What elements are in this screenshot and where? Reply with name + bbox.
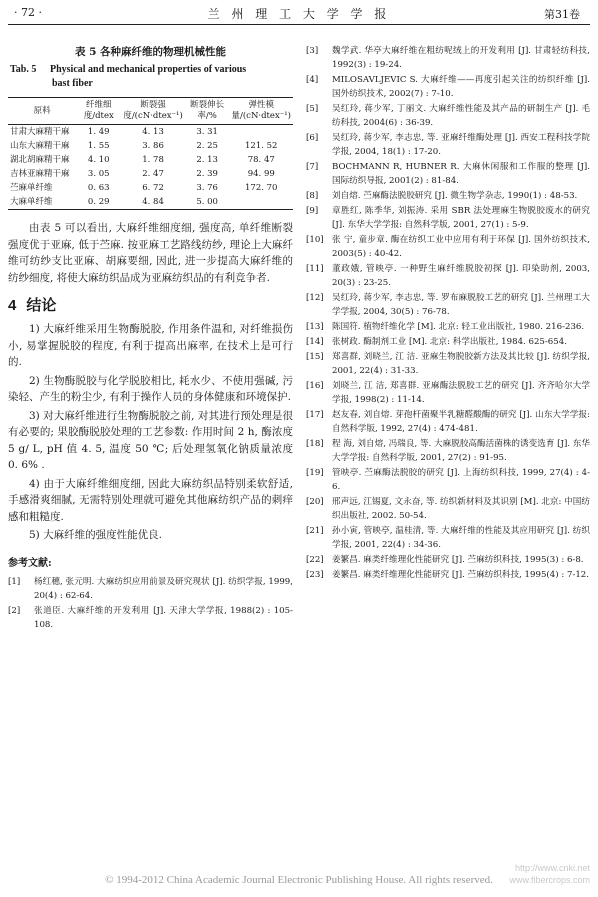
reference-number: [16] xyxy=(306,381,324,391)
reference-text: 姜繁昌. 麻类纤维理化性能研究 [J]. 苎麻纺织科技, 1995(3) : 6-8. xyxy=(332,555,584,565)
value-cell: 2. 25 xyxy=(196,141,218,151)
reference-number: [18] xyxy=(306,439,324,449)
reference-number: [7] xyxy=(306,162,319,172)
reference-item xyxy=(306,320,590,334)
discussion-paragraph: 由表 5 可以看出, 大麻纤维细度细, 强度高, 单纤维断裂强度优于亚麻, 低于苎麻. 按亚麻工艺路线纺纱, 理论上大麻纤维可纺纱支比亚麻、胡麻要细, 因此, 进一步提高大麻纤维的纺纱细度, 将使大麻纺织品成为亚麻纺织品的有利竞争者. xyxy=(8,222,293,284)
reference-item xyxy=(306,335,590,349)
volume-label: 第31卷 xyxy=(544,8,580,21)
table-row xyxy=(8,167,293,181)
column-header: 弹性模量/(cN·dtex⁻¹) xyxy=(230,98,294,125)
value-cell: 3. 05 xyxy=(87,169,110,179)
table-row xyxy=(8,181,293,195)
reference-number: [22] xyxy=(306,555,324,565)
reference-number: [21] xyxy=(306,526,324,536)
conclusion-item: 3) 对大麻纤维进行生物酶脱胶之前, 对其进行预处理是很有必要的; 果胶酶脱胶处理的工艺参数: 作用时间 2 h, 酶浓度 5 g/ L, pH 值 4. 5, 温度 50 ℃; 后处理氢氧化钠质量浓度 0. 6% . xyxy=(8,409,293,471)
reference-item xyxy=(306,204,590,232)
reference-text: 杨红穗, 张元明. 大麻纺织应用前景及研究现状 [J]. 纺织学报, 1999, 20(4) : 62-64. xyxy=(34,576,293,601)
reference-number: [13] xyxy=(306,322,324,332)
conclusion-list xyxy=(8,321,293,544)
conclusion-item: 4) 由于大麻纤维细度细, 因此大麻纺织品特别柔软舒适, 手感滑爽细腻, 无需特别处理就可避免其他麻纺织产品的刺痒感和粗糙度. xyxy=(8,477,293,523)
reference-list-left xyxy=(8,575,293,632)
value-cell: 1. 78 xyxy=(142,155,164,165)
reference-text: 孙小寅, 管映亭, 温桂清, 等. 大麻纤维的性能及其应用研究 [J]. 纺织学报, 2001, 22(4) : 34-36. xyxy=(332,526,590,550)
value-cell: 3. 76 xyxy=(196,183,218,193)
reference-number: [11] xyxy=(306,264,324,274)
table-caption-en-line2: bast fiber xyxy=(52,78,93,89)
fiber-name-cell: 山东大麻精干麻 xyxy=(10,141,70,151)
table-row xyxy=(8,139,293,153)
reference-number: [14] xyxy=(306,337,324,347)
table-caption-en xyxy=(8,63,293,91)
conclusion-item: 1) 大麻纤维采用生物酶脱胶, 作用条件温和, 对纤维损伤小, 易掌握脱胶的程度, 有利于提高出麻率, 在技术上是可行的. xyxy=(8,323,293,368)
reference-text: BOCHMANN R, HUBNER R. 大麻休闲服和工作服的整理 [J]. 国际纺织导报, 2001(2) : 81-84. xyxy=(332,162,590,186)
reference-text: 程 海, 刘自熔, 冯瑞良, 等. 大麻脱胶高酶活菌株的诱变选育 [J]. 东华大学学报: 自然科学版, 2001, 27(2) : 91-95. xyxy=(332,439,590,463)
reference-item xyxy=(306,131,590,159)
reference-text: 管映亭. 苎麻酶法脱胶的研究 [J]. 上海纺织科技, 1999, 27(4) : 4-6. xyxy=(332,468,590,492)
reference-number: [17] xyxy=(306,410,324,420)
reference-item xyxy=(306,189,590,203)
reference-text: 姜繁昌. 麻类纤维理化性能研究 [J]. 苎麻纺织科技, 1995(4) : 7-12. xyxy=(332,570,589,580)
reference-number: [9] xyxy=(306,206,319,216)
reference-text: 邢声远, 江锡夏, 文永奋, 等. 纺织新材料及其识别 [M]. 北京: 中国纺织出版社, 2002. 50-54. xyxy=(332,497,590,521)
section-heading xyxy=(8,294,293,315)
fiber-name-cell: 大麻单纤维 xyxy=(8,195,76,210)
value-cell: 2. 13 xyxy=(196,155,218,165)
watermark-url-1: http://www.cnki.net xyxy=(514,863,590,873)
reference-item xyxy=(306,568,590,582)
reference-number: [23] xyxy=(306,570,324,580)
reference-item xyxy=(306,73,590,101)
column-header: 纤维细度/dtex xyxy=(76,98,121,125)
reference-number: [10] xyxy=(306,235,324,245)
reference-item xyxy=(306,350,590,378)
references-title: 参考文献: xyxy=(8,557,52,569)
fiber-name-cell: 湖北胡麻精干麻 xyxy=(10,155,70,165)
reference-number: [12] xyxy=(306,293,324,303)
value-cell: 172. 70 xyxy=(245,183,278,193)
value-cell: 0. 29 xyxy=(76,195,121,210)
table-caption-cn: 表 5 各种麻纤维的物理机械性能 xyxy=(74,46,227,58)
reference-number: [1] xyxy=(8,576,21,587)
value-cell: 78. 47 xyxy=(247,155,275,165)
reference-number: [3] xyxy=(306,46,319,56)
reference-text: 张 宁, 童步章. 酶在纺织工业中应用有利于环保 [J]. 国外纺织技术, 2003(5) : 40-42. xyxy=(332,235,590,259)
table-caption-en-line1: Physical and mechanical properties of various xyxy=(50,64,247,75)
value-cell: 3. 86 xyxy=(142,141,164,151)
reference-item xyxy=(306,44,590,72)
reference-item xyxy=(306,291,590,319)
column-header: 断裂强度/(cN·dtex⁻¹) xyxy=(121,98,184,125)
reference-item xyxy=(306,262,590,290)
reference-number: [5] xyxy=(306,104,319,114)
journal-name: 兰 州 理 工 大 学 学 报 xyxy=(207,7,391,21)
reference-item xyxy=(306,553,590,567)
reference-text: 刘晓兰, 江 洁, 郑喜群. 亚麻酶法脱胶工艺的研究 [J]. 齐齐哈尔大学学报, 1998(2) : 11-14. xyxy=(332,381,590,405)
table-header-row xyxy=(8,98,293,125)
reference-item xyxy=(306,233,590,261)
reference-number: [15] xyxy=(306,352,324,362)
reference-item xyxy=(306,408,590,436)
value-cell: 121. 52 xyxy=(245,141,278,151)
reference-text: 吴红玲, 蒋少军, 李志忠, 等. 亚麻纤维酶处理 [J]. 西安工程科技学院学报, 2004, 18(1) : 17-20. xyxy=(332,133,590,157)
page-number: · 72 · xyxy=(14,6,42,19)
value-cell: 4. 10 xyxy=(87,155,110,165)
reference-text: 魏学武. 华亭大麻纤维在粗纺呢绒上的开发利用 [J]. 甘肃轻纺科技, 1992(3) : 19-24. xyxy=(332,46,590,70)
reference-item xyxy=(306,466,590,494)
reference-text: MILOSAVLJEVIC S. 大麻纤维——再度引起关注的纺织纤维 [J]. 国外纺织技术, 2002(7) : 7-10. xyxy=(332,75,590,99)
conclusion-item: 2) 生物酶脱胶与化学脱胶相比, 耗水少、不使用强碱, 污染轻、产生的粉尘少, 有利于操作人员的身体健康和环境保护. xyxy=(8,374,293,403)
reference-text: 赵友春, 刘自熔. 芽孢杆菌聚半乳糖醛酸酶的研究 [J]. 山东大学学报: 自然科学版, 1992, 27(4) : 474-481. xyxy=(332,410,590,434)
reference-number: [2] xyxy=(8,605,21,616)
table-row xyxy=(8,153,293,167)
reference-list-right xyxy=(306,44,590,582)
left-column xyxy=(8,44,293,633)
value-cell: 0. 63 xyxy=(87,183,110,193)
table-row xyxy=(8,125,293,140)
column-header: 断裂伸长率/% xyxy=(185,98,230,125)
reference-text: 章胜红, 陈季华, 刘振涛. 采用 SBR 法处理麻生物脱胶废水的研究 [J]. 东华大学学报: 自然科学版, 2001, 27(1) : 5-9. xyxy=(332,206,590,230)
reference-item xyxy=(306,524,590,552)
value-cell: 2. 47 xyxy=(142,169,164,179)
reference-item xyxy=(306,379,590,407)
properties-table xyxy=(8,97,293,210)
reference-text: 刘自熔. 苎麻酶法脱胶研究 [J]. 微生物学杂志, 1990(1) : 48-53. xyxy=(332,191,578,201)
header-rule xyxy=(8,24,590,25)
value-cell: 94. 99 xyxy=(247,169,275,179)
reference-item xyxy=(306,495,590,523)
value-cell: 1. 49 xyxy=(87,127,110,137)
reference-number: [19] xyxy=(306,468,324,478)
watermark-url-2: www.fibercrops.com xyxy=(509,875,590,885)
conclusion-item: 5) 大麻纤维的强度性能优良. xyxy=(29,529,162,541)
section-title: 结论 xyxy=(26,296,57,314)
table-row xyxy=(8,195,293,210)
reference-text: 吴红玲, 蒋少军, 丁丽文. 大麻纤维性能及其产品的研制生产 [J]. 毛纺科技, 2004(6) : 36-39. xyxy=(332,104,590,128)
running-header xyxy=(0,0,598,26)
value-cell: 4. 84 xyxy=(121,195,184,210)
copyright-footer: © 1994-2012 China Academic Journal Electronic Publishing House. All rights reserved. xyxy=(105,874,493,886)
value-cell: 2. 39 xyxy=(196,169,218,179)
reference-text: 董政娥, 管映亭. 一种野生麻纤维脱胶初探 [J]. 印染助剂, 2003, 20(3) : 23-25. xyxy=(332,264,590,288)
section-number: 4 xyxy=(8,297,17,314)
value-cell xyxy=(230,125,294,140)
reference-item xyxy=(306,102,590,130)
reference-text: 吴红玲, 蒋少军, 李志忠, 等. 罗布麻脱胶工艺的研究 [J]. 兰州理工大学学报, 2004, 30(5) : 76-78. xyxy=(332,293,590,317)
reference-text: 陈国符. 植物纤维化学 [M]. 北京: 轻工业出版社, 1980. 216-236. xyxy=(332,322,585,332)
right-column xyxy=(306,44,590,583)
column-header: 原料 xyxy=(8,98,76,125)
reference-text: 张树政. 酶制剂工业 [M]. 北京: 科学出版社, 1984. 625-654. xyxy=(332,337,567,347)
value-cell: 1. 55 xyxy=(87,141,110,151)
reference-item xyxy=(306,437,590,465)
reference-number: [8] xyxy=(306,191,319,201)
value-cell xyxy=(230,195,294,210)
reference-number: [6] xyxy=(306,133,319,143)
fiber-name-cell: 甘肃大麻精干麻 xyxy=(10,127,70,137)
value-cell: 6. 72 xyxy=(142,183,164,193)
reference-text: 郑喜群, 刘晓兰, 江 洁. 亚麻生物脱胶新方法及其比较 [J]. 纺织学报, 2001, 22(4) : 31-33. xyxy=(332,352,590,376)
reference-number: [20] xyxy=(306,497,324,507)
reference-text: 张道臣. 大麻纤维的开发利用 [J]. 天津大学学报, 1988(2) : 105-108. xyxy=(34,605,293,630)
table-label-en: Tab. 5 xyxy=(10,64,37,75)
value-cell: 4. 13 xyxy=(142,127,164,137)
reference-item xyxy=(306,160,590,188)
fiber-name-cell: 苎麻单纤维 xyxy=(10,183,53,193)
reference-item xyxy=(8,604,293,632)
fiber-name-cell: 吉林亚麻精干麻 xyxy=(10,169,70,179)
reference-number: [4] xyxy=(306,75,319,85)
reference-item xyxy=(8,575,293,603)
value-cell: 5. 00 xyxy=(185,195,230,210)
value-cell: 3. 31 xyxy=(196,127,218,137)
